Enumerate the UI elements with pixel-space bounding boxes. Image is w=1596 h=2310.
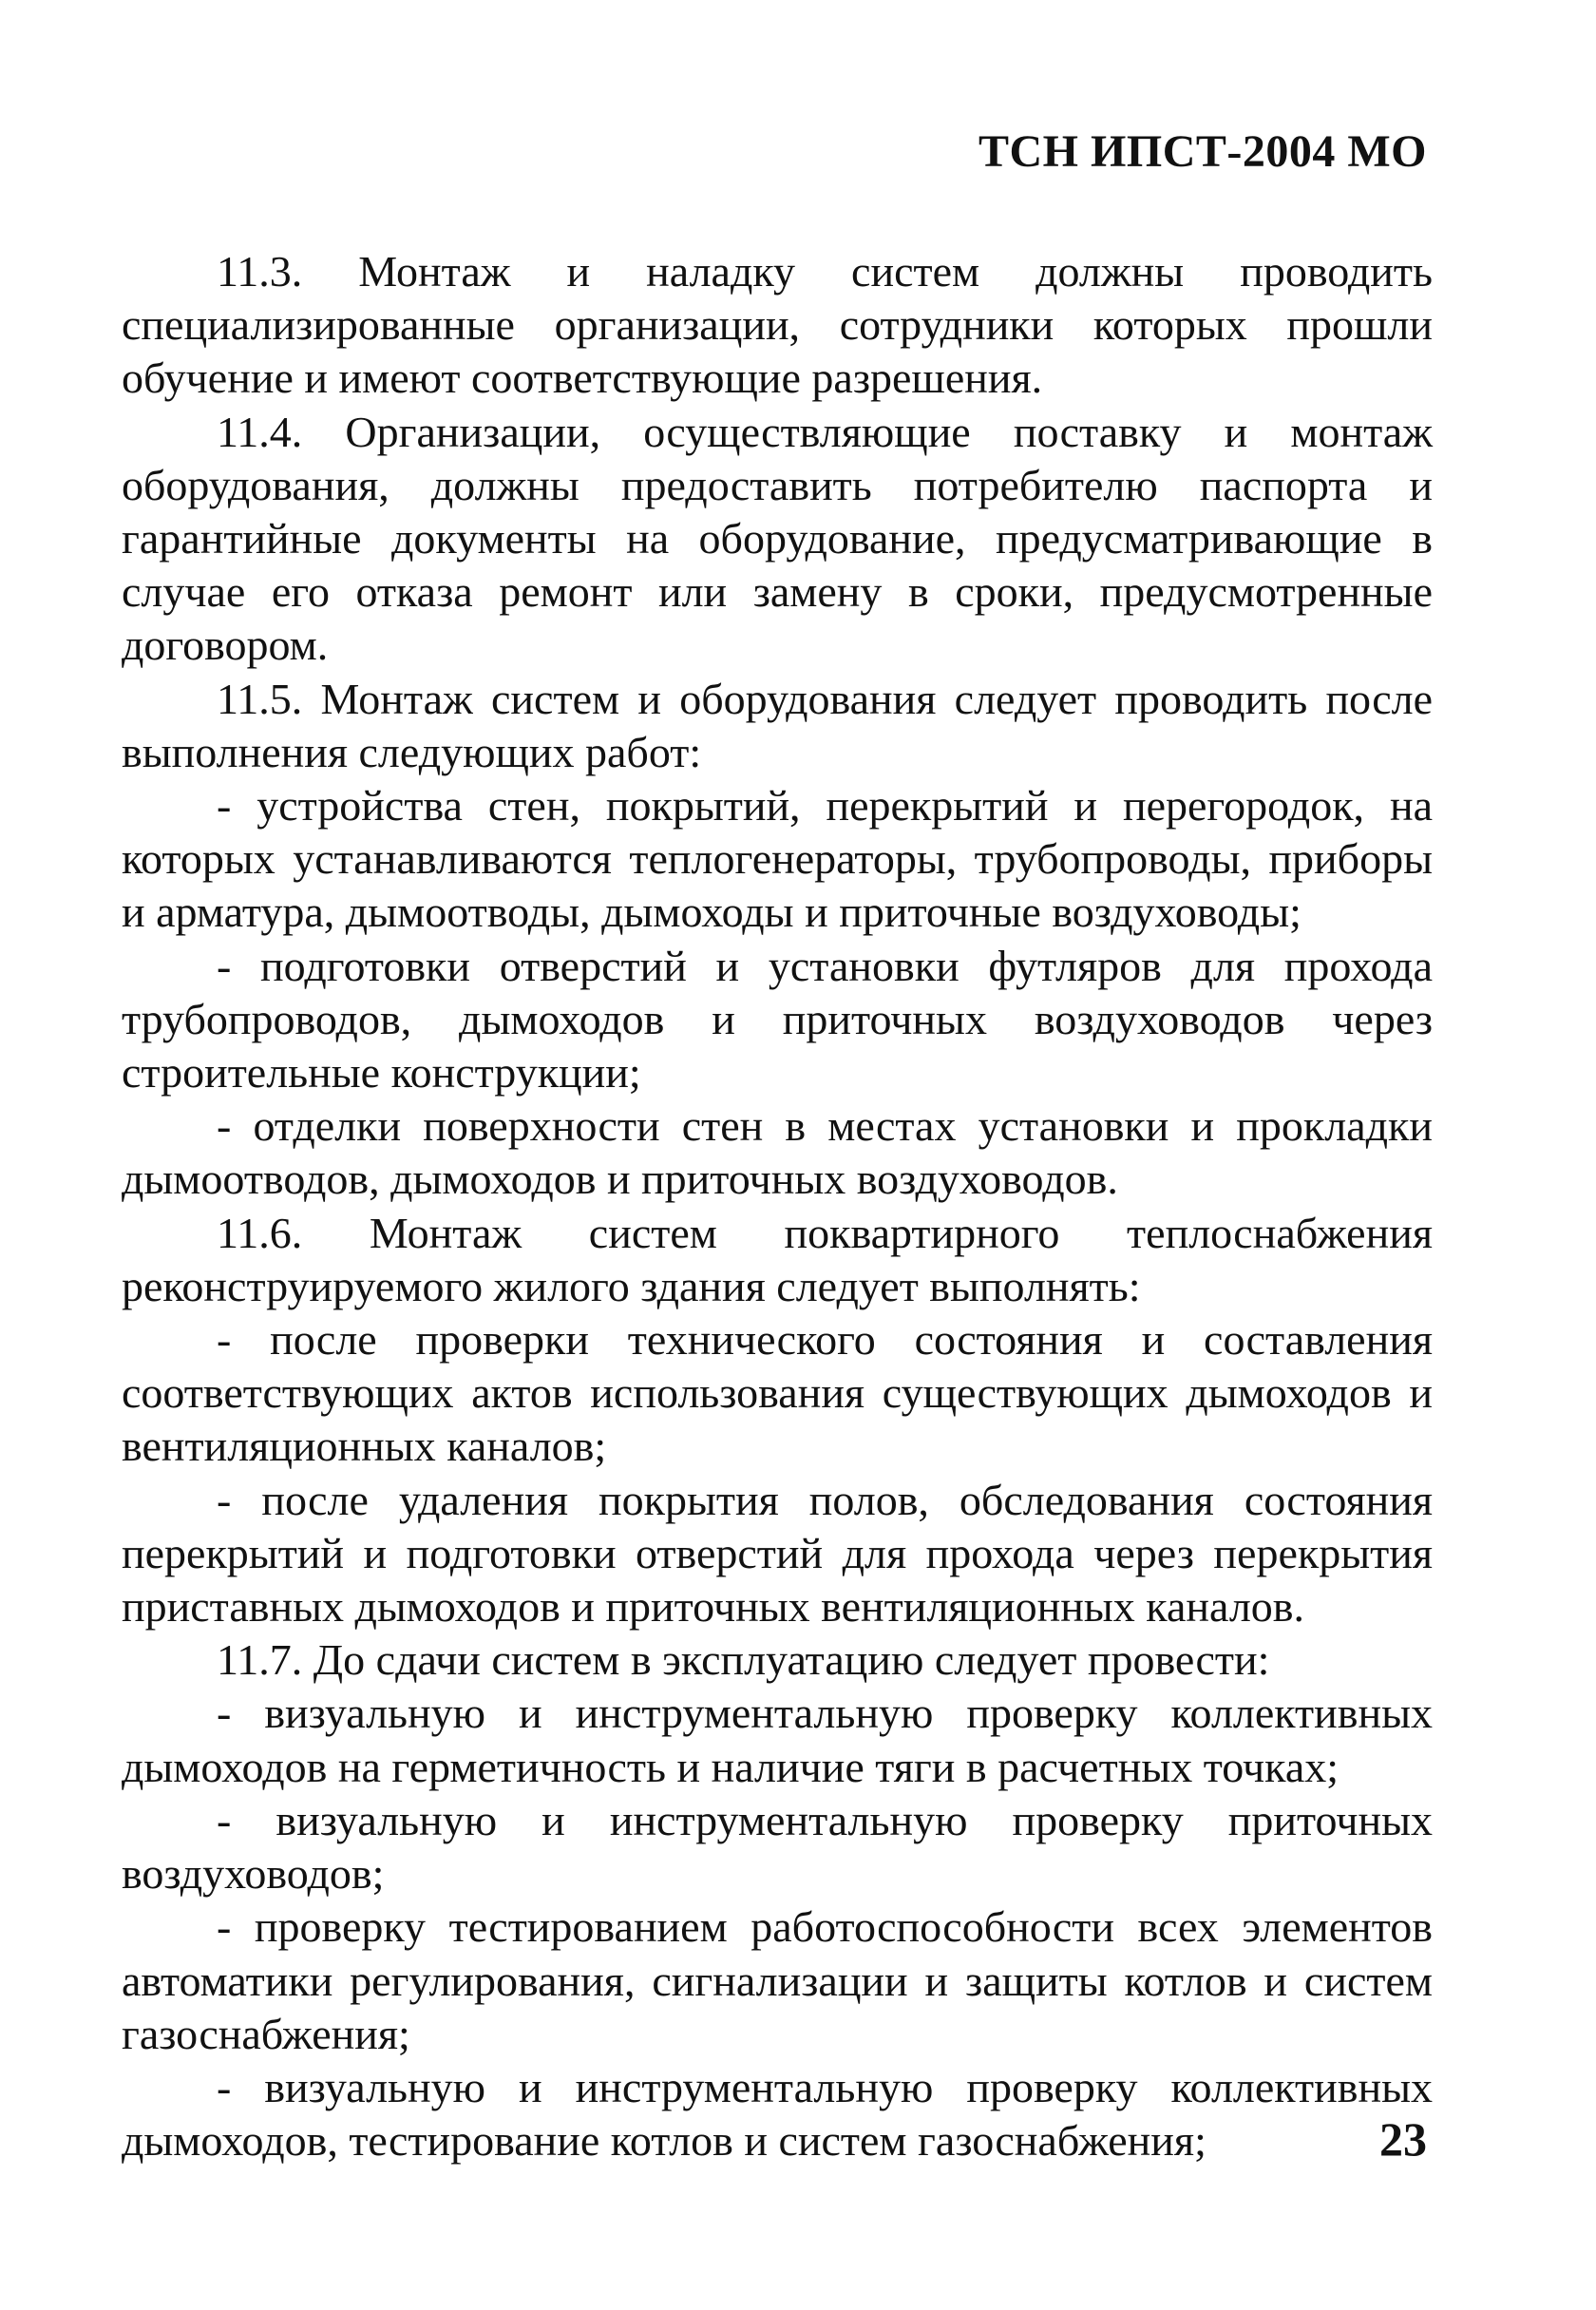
list-item: - визуальную и инструментальную проверку коллективных дымоходов, тестирование котлов и систем газоснабжения; (122, 2062, 1433, 2166)
document-body (122, 245, 1433, 2167)
list-item: - визуальную и инструментальную проверку коллективных дымоходов на герметичность и наличие тяги в расчетных точках; (122, 1689, 1433, 1791)
paragraph-11-6: 11.6. Монтаж систем поквартирного теплоснабжения реконструируемого жилого здания следует выполнять: (122, 1208, 1433, 1310)
list-item: - устройства стен, покрытий, перекрытий и перегородок, на которых устанавливаются теплогенераторы, трубопроводы, приборы и арматура, дымоотводы, дымоходы и приточные воздуховоды; (122, 781, 1433, 937)
list-item: - подготовки отверстий и установки футляров для прохода трубопроводов, дымоходов и приточных воздуховодов через строительные конструкции; (122, 941, 1433, 1098)
paragraph-11-7: 11.7. До сдачи систем в эксплуатацию следует провести: (217, 1635, 1270, 1685)
document-code-header: ТСН ИПСТ-2004 МО (978, 126, 1427, 177)
list-item: - визуальную и инструментальную проверку приточных воздуховодов; (122, 1795, 1433, 1899)
list-item: - после удаления покрытия полов, обследования состояния перекрытий и подготовки отверстий для прохода через перекрытия приставных дымоходов и приточных вентиляционных каналов. (122, 1475, 1433, 1632)
page-number: 23 (1379, 2112, 1427, 2166)
list-item: - после проверки технического состояния и составления соответствующих актов использования существующих дымоходов и вентиляционных каналов; (122, 1315, 1433, 1471)
paragraph-11-5: 11.5. Монтаж систем и оборудования следует проводить после выполнения следующих работ: (122, 674, 1433, 776)
paragraph-11-4: 11.4. Организации, осуществляющие поставку и монтаж оборудования, должны предоставить потребителю паспорта и гарантийные документы на оборудование, предусматривающие в случае его отказа ремонт или замену в сроки, предусмотренные договором. (122, 407, 1433, 670)
list-item: - отделки поверхности стен в местах установки и прокладки дымоотводов, дымоходов и приточных воздуховодов. (122, 1101, 1433, 1204)
paragraph-11-3: 11.3. Монтаж и наладку систем должны проводить специализированные организации, сотрудники которых прошли обучение и имеют соответствующие разрешения. (122, 247, 1433, 403)
list-item: - проверку тестированием работоспособности всех элементов автоматики регулирования, сигнализации и защиты котлов и систем газоснабжения; (122, 1902, 1433, 2058)
